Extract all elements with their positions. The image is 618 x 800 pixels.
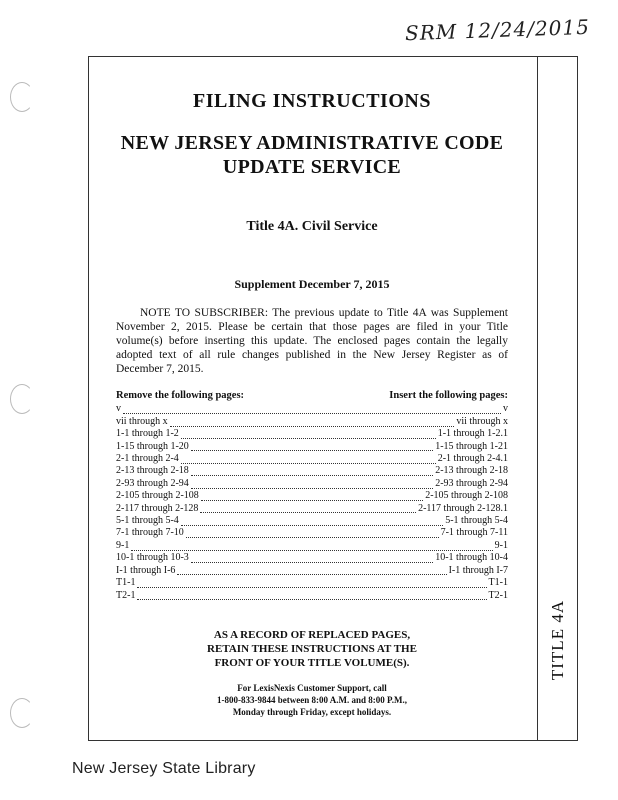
insert-pages: 9-1: [494, 539, 508, 551]
supplement-date: Supplement December 7, 2015: [234, 277, 390, 291]
insert-header: Insert the following pages:: [389, 390, 508, 401]
insert-pages: 5-1 through 5-4: [445, 515, 508, 527]
title-name: Title 4A. Civil Service: [246, 219, 378, 234]
remove-pages: vii through x: [116, 415, 168, 427]
dot-leader: [123, 405, 501, 414]
dot-leader: [191, 480, 433, 489]
support-line-2: 1-800-833-9844 between 8:00 A.M. and 8:00 P.M.,: [217, 695, 407, 705]
remove-pages: T1-1: [116, 577, 136, 589]
title-tab: [538, 590, 578, 690]
table-row: [116, 577, 508, 589]
table-row: [116, 552, 508, 564]
insert-pages: v: [503, 403, 508, 415]
table-row: [116, 540, 508, 552]
dot-leader: [177, 566, 446, 575]
table-row: [116, 527, 508, 539]
table-row: [116, 441, 508, 453]
insert-pages: 1-15 through 1-21: [435, 440, 508, 452]
insert-pages: vii through x: [456, 415, 508, 427]
customer-support-info: [116, 682, 508, 718]
insert-pages: 2-13 through 2-18: [435, 465, 508, 477]
retain-line-1: AS A RECORD OF REPLACED PAGES,: [213, 629, 411, 641]
support-line-1: For LexisNexis Customer Support, call: [237, 683, 387, 693]
page-replacement-table: [116, 390, 508, 602]
remove-pages: 1-15 through 1-20: [116, 440, 189, 452]
table-row: [116, 490, 508, 502]
dot-leader: [137, 579, 486, 588]
support-line-3: Monday through Friday, except holidays.: [232, 707, 392, 717]
retain-instructions: [116, 628, 508, 670]
table-rows: [116, 403, 508, 602]
insert-pages: T2-1: [488, 589, 508, 601]
punch-hole-middle: [10, 384, 34, 414]
code-title-line-2: UPDATE SERVICE: [222, 156, 402, 178]
remove-pages: 7-1 through 7-10: [116, 527, 184, 539]
punch-hole-bottom: [10, 698, 34, 728]
dot-leader: [131, 542, 492, 551]
insert-pages: 2-105 through 2-108: [425, 490, 508, 502]
dot-leader: [181, 430, 436, 439]
dot-leader: [181, 455, 436, 464]
table-row: [116, 478, 508, 490]
insert-pages: I-1 through I-7: [448, 564, 508, 576]
remove-pages: v: [116, 403, 121, 415]
title-tab-label: TITLE 4A: [548, 599, 568, 681]
code-title: [116, 131, 508, 179]
dot-leader: [191, 442, 433, 451]
dot-leader: [191, 554, 433, 563]
handwritten-annotation: SRM 12/24/2015: [404, 14, 591, 46]
table-row: [116, 565, 508, 577]
table-row: [116, 465, 508, 477]
code-title-line-1: NEW JERSEY ADMINISTRATIVE CODE: [120, 132, 504, 154]
dot-leader: [186, 529, 439, 538]
remove-pages: 9-1: [116, 539, 130, 551]
table-row: [116, 416, 508, 428]
dot-leader: [137, 591, 486, 600]
dot-leader: [201, 492, 423, 501]
table-row: [116, 403, 508, 415]
remove-pages: 2-13 through 2-18: [116, 465, 189, 477]
library-stamp: New Jersey State Library: [72, 760, 256, 777]
dot-leader: [170, 418, 455, 427]
subscriber-note: NOTE TO SUBSCRIBER: The previous update to Title 4A was Supplement November 2, 2015. Please be certain that those pages are filed in your Title volume(s) before inserting this update. The enclosed pages contain the legally adopted text of all rule changes published in the New Jersey Register as of December 7, 2015.: [116, 307, 508, 375]
insert-pages: 10-1 through 10-4: [435, 552, 508, 564]
remove-pages: 2-105 through 2-108: [116, 490, 199, 502]
insert-pages: 2-1 through 2-4.1: [437, 453, 508, 465]
remove-pages: 5-1 through 5-4: [116, 515, 179, 527]
remove-pages: 10-1 through 10-3: [116, 552, 189, 564]
table-row: [116, 453, 508, 465]
insert-pages: 2-93 through 2-94: [435, 477, 508, 489]
remove-pages: T2-1: [116, 589, 136, 601]
dot-leader: [191, 467, 433, 476]
insert-pages: 1-1 through 1-2.1: [437, 428, 508, 440]
table-row: [116, 503, 508, 515]
dot-leader: [181, 517, 443, 526]
insert-pages: 2-117 through 2-128.1: [418, 502, 508, 514]
remove-pages: 2-1 through 2-4: [116, 453, 179, 465]
insert-pages: T1-1: [488, 577, 508, 589]
table-row: [116, 428, 508, 440]
remove-pages: 1-1 through 1-2: [116, 428, 179, 440]
remove-header: Remove the following pages:: [116, 390, 245, 401]
table-row: [116, 515, 508, 527]
dot-leader: [200, 504, 416, 513]
table-row: [116, 590, 508, 602]
page-heading: FILING INSTRUCTIONS: [193, 90, 431, 112]
remove-pages: 2-93 through 2-94: [116, 477, 189, 489]
punch-hole-top: [10, 82, 34, 112]
remove-pages: 2-117 through 2-128: [116, 502, 199, 514]
remove-pages: I-1 through I-6: [116, 564, 176, 576]
retain-line-2: RETAIN THESE INSTRUCTIONS AT THE: [207, 643, 417, 655]
instructions-content: [116, 90, 508, 602]
table-header: [116, 390, 508, 402]
retain-line-3: FRONT OF YOUR TITLE VOLUME(S).: [214, 657, 410, 669]
insert-pages: 7-1 through 7-11: [440, 527, 508, 539]
